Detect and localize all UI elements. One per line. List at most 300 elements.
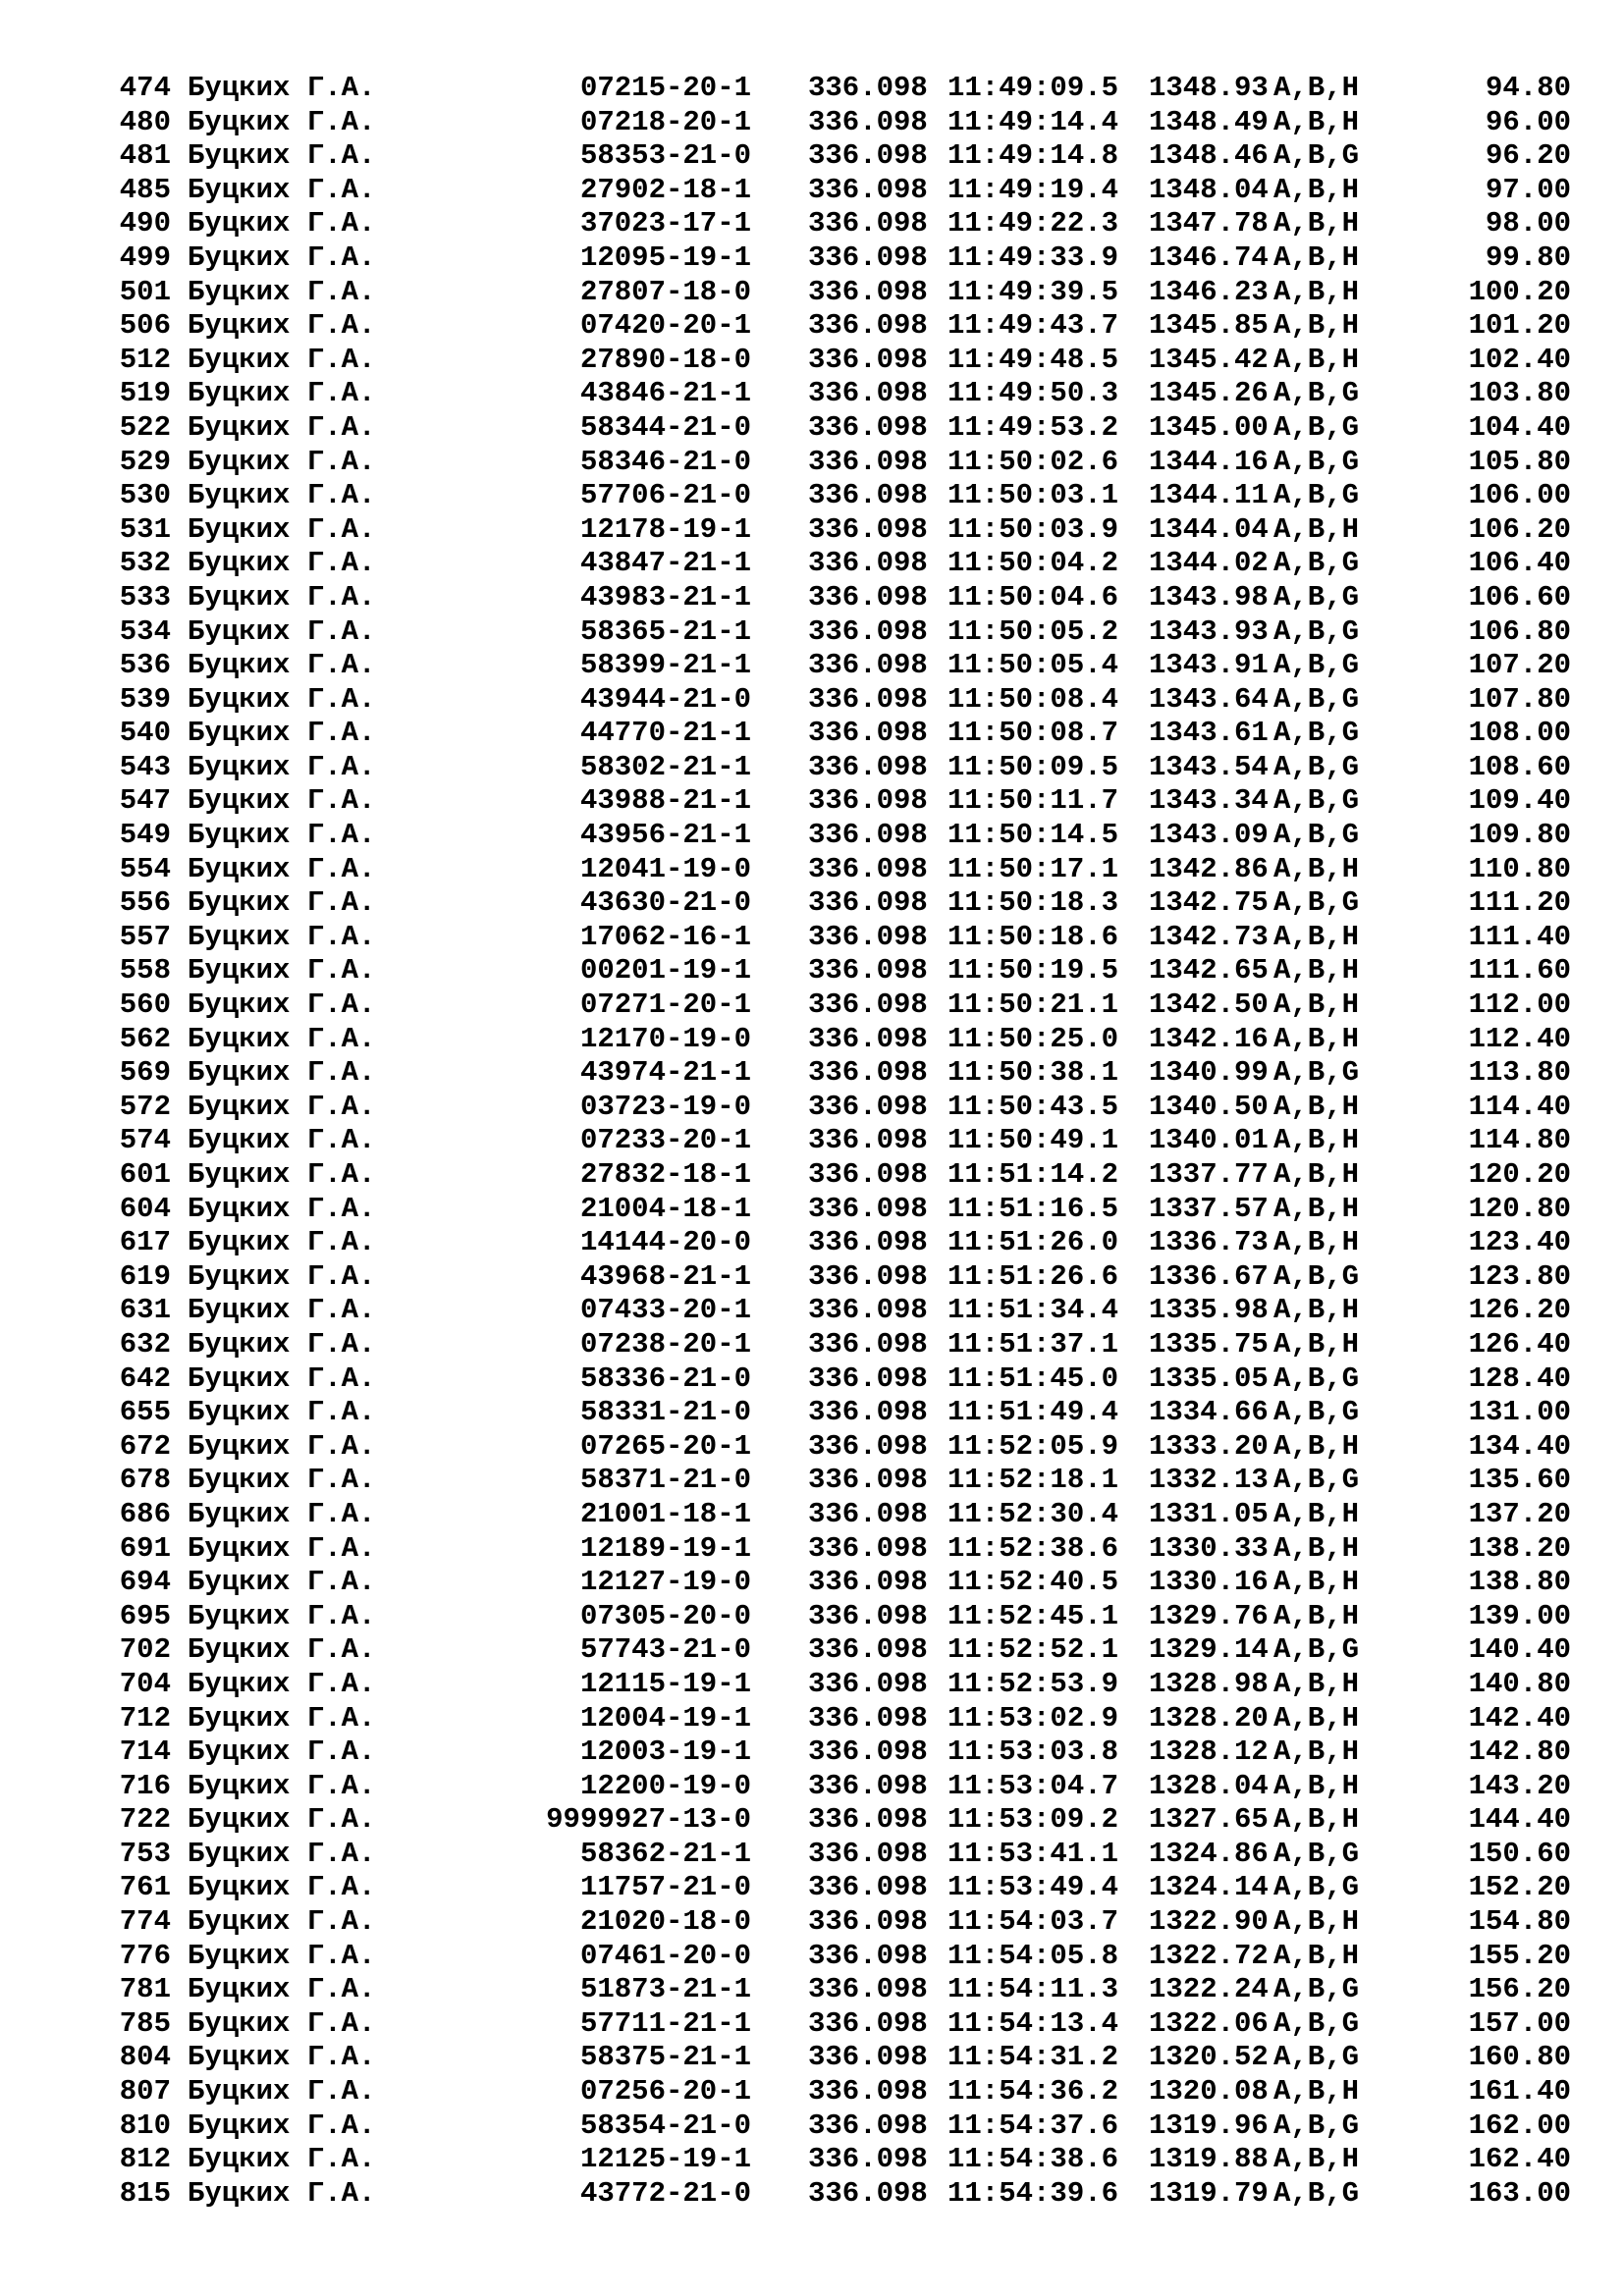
observer-name: Буцких Г.А. [188,1633,376,1667]
row-number: 522 [119,410,171,444]
time-value: 11:50:14.5 [947,819,1119,852]
row-number: 810 [119,2109,171,2142]
table-row [0,276,1624,310]
time-value: 11:50:25.0 [947,1022,1119,1055]
observer-name: Буцких Г.А. [188,410,376,444]
table-row [0,1056,1624,1091]
secondary-value: 96.00 [1485,105,1571,138]
secondary-value: 150.60 [1468,1837,1571,1870]
object-id: 21001-18-1 [579,1497,751,1530]
row-number: 655 [119,1396,171,1429]
secondary-value: 105.80 [1468,445,1571,478]
observer-name: Буцких Г.А. [188,2041,376,2074]
row-number: 554 [119,852,171,885]
observer-name: Буцких Г.А. [188,2075,376,2109]
time-value: 11:52:38.6 [947,1531,1119,1565]
table-row [0,1260,1624,1295]
time-value: 11:50:21.1 [947,988,1119,1022]
secondary-value: 126.40 [1468,1327,1571,1361]
observer-name: Буцких Г.А. [188,309,376,343]
observer-name: Буцких Г.А. [188,1531,376,1565]
measurement-value: 1319.96 [1149,2109,1269,2142]
flags: A,B,H [1273,954,1360,988]
observer-name: Буцких Г.А. [188,479,376,512]
time-value: 11:50:05.2 [947,614,1119,648]
flags: A,B,H [1273,72,1360,104]
day-value: 336.098 [808,819,928,852]
row-number: 531 [119,512,171,546]
observer-name: Буцких Г.А. [188,275,376,308]
observer-name: Буцких Г.А. [188,1566,376,1599]
day-value: 336.098 [808,1294,928,1327]
day-value: 336.098 [808,207,928,240]
secondary-value: 107.20 [1468,649,1571,682]
flags: A,B,G [1273,1362,1360,1395]
secondary-value: 109.40 [1468,784,1571,818]
day-value: 336.098 [808,1124,928,1157]
secondary-value: 154.80 [1468,1905,1571,1939]
row-number: 642 [119,1362,171,1395]
time-value: 11:51:16.5 [947,1192,1119,1225]
secondary-value: 106.20 [1468,512,1571,546]
measurement-value: 1336.67 [1149,1259,1269,1293]
secondary-value: 114.80 [1468,1124,1571,1157]
measurement-value: 1343.64 [1149,682,1269,716]
table-row [0,1702,1624,1736]
observer-name: Буцких Г.А. [188,1667,376,1700]
measurement-value: 1343.61 [1149,717,1269,750]
day-value: 336.098 [808,649,928,682]
secondary-value: 123.80 [1468,1259,1571,1293]
row-number: 716 [119,1769,171,1802]
day-value: 336.098 [808,445,928,478]
row-number: 534 [119,614,171,648]
measurement-value: 1333.20 [1149,1429,1269,1463]
table-row [0,1023,1624,1057]
row-number: 812 [119,2143,171,2176]
row-number: 617 [119,1226,171,1259]
table-row [0,174,1624,208]
observer-name: Буцких Г.А. [188,2176,376,2210]
day-value: 336.098 [808,1396,928,1429]
object-id: 43974-21-1 [579,1056,751,1090]
flags: A,B,G [1273,682,1360,716]
row-number: 678 [119,1464,171,1497]
day-value: 336.098 [808,2176,928,2210]
observer-name: Буцких Г.А. [188,1905,376,1939]
measurement-value: 1337.77 [1149,1158,1269,1191]
secondary-value: 108.60 [1468,750,1571,783]
measurement-value: 1344.02 [1149,547,1269,580]
table-row [0,1770,1624,1804]
object-id: 12178-19-1 [579,512,751,546]
object-id: 12189-19-1 [579,1531,751,1565]
row-number: 499 [119,240,171,274]
time-value: 11:51:37.1 [947,1327,1119,1361]
time-value: 11:52:45.1 [947,1599,1119,1632]
flags: A,B,H [1273,512,1360,546]
flags: A,B,H [1273,1566,1360,1599]
day-value: 336.098 [808,1735,928,1769]
row-number: 540 [119,717,171,750]
object-id: 58331-21-0 [579,1396,751,1429]
day-value: 336.098 [808,1905,928,1939]
table-row [0,751,1624,785]
secondary-value: 114.40 [1468,1090,1571,1123]
object-id: 07215-20-1 [579,72,751,104]
measurement-value: 1343.98 [1149,580,1269,614]
object-id: 43956-21-1 [579,819,751,852]
observer-name: Буцких Г.А. [188,1429,376,1463]
secondary-value: 161.40 [1468,2075,1571,2109]
row-number: 815 [119,2176,171,2210]
time-value: 11:50:09.5 [947,750,1119,783]
object-id: 07218-20-1 [579,105,751,138]
table-row [0,1362,1624,1397]
row-number: 722 [119,1803,171,1837]
flags: A,B,G [1273,784,1360,818]
measurement-value: 1320.52 [1149,2041,1269,2074]
table-row [0,1532,1624,1567]
secondary-value: 143.20 [1468,1769,1571,1802]
observer-name: Буцких Г.А. [188,1939,376,1972]
measurement-value: 1344.16 [1149,445,1269,478]
flags: A,B,G [1273,614,1360,648]
table-row [0,1735,1624,1770]
day-value: 336.098 [808,2143,928,2176]
object-id: 37023-17-1 [579,207,751,240]
table-row [0,1566,1624,1600]
observer-name: Буцких Г.А. [188,1735,376,1769]
object-id: 07256-20-1 [579,2075,751,2109]
time-value: 11:52:40.5 [947,1566,1119,1599]
row-number: 485 [119,173,171,206]
table-row [0,853,1624,887]
secondary-value: 134.40 [1468,1429,1571,1463]
measurement-value: 1343.54 [1149,750,1269,783]
observer-name: Буцких Г.А. [188,1294,376,1327]
object-id: 21004-18-1 [579,1192,751,1225]
secondary-value: 111.20 [1468,886,1571,920]
day-value: 336.098 [808,72,928,104]
secondary-value: 101.20 [1468,309,1571,343]
row-number: 632 [119,1327,171,1361]
flags: A,B,H [1273,1124,1360,1157]
flags: A,B,H [1273,1429,1360,1463]
table-row [0,547,1624,581]
flags: A,B,H [1273,1226,1360,1259]
flags: A,B,H [1273,1701,1360,1735]
flags: A,B,H [1273,1327,1360,1361]
observer-name: Буцких Г.А. [188,72,376,104]
day-value: 336.098 [808,750,928,783]
measurement-value: 1335.75 [1149,1327,1269,1361]
day-value: 336.098 [808,1837,928,1870]
row-number: 714 [119,1735,171,1769]
observer-name: Буцких Г.А. [188,377,376,410]
observer-name: Буцких Г.А. [188,1464,376,1497]
flags: A,B,G [1273,2176,1360,2210]
observer-name: Буцких Г.А. [188,580,376,614]
measurement-value: 1319.88 [1149,2143,1269,2176]
secondary-value: 106.40 [1468,547,1571,580]
time-value: 11:49:14.8 [947,139,1119,173]
time-value: 11:49:43.7 [947,309,1119,343]
observer-name: Буцких Г.А. [188,343,376,376]
table-row [0,1430,1624,1465]
observer-name: Буцких Г.А. [188,1871,376,1904]
time-value: 11:54:05.8 [947,1939,1119,1972]
time-value: 11:54:37.6 [947,2109,1119,2142]
observer-name: Буцких Г.А. [188,547,376,580]
table-row [0,1498,1624,1532]
row-number: 562 [119,1022,171,1055]
measurement-value: 1345.42 [1149,343,1269,376]
observer-name: Буцких Г.А. [188,750,376,783]
table-row [0,2109,1624,2144]
table-row [0,72,1624,106]
day-value: 336.098 [808,682,928,716]
secondary-value: 120.20 [1468,1158,1571,1191]
day-value: 336.098 [808,105,928,138]
day-value: 336.098 [808,1056,928,1090]
table-row [0,1871,1624,1905]
table-row [0,513,1624,548]
object-id: 43772-21-0 [579,2176,751,2210]
row-number: 672 [119,1429,171,1463]
table-row [0,2177,1624,2212]
object-id: 07305-20-0 [579,1599,751,1632]
object-id: 27890-18-0 [579,343,751,376]
row-number: 530 [119,479,171,512]
object-id: 57743-21-0 [579,1633,751,1667]
table-row [0,1226,1624,1260]
measurement-value: 1344.11 [1149,479,1269,512]
observer-name: Буцких Г.А. [188,1124,376,1157]
row-number: 686 [119,1497,171,1530]
flags: A,B,G [1273,377,1360,410]
measurement-value: 1348.49 [1149,105,1269,138]
observer-name: Буцких Г.А. [188,717,376,750]
secondary-value: 156.20 [1468,1973,1571,2006]
measurement-value: 1342.73 [1149,920,1269,953]
day-value: 336.098 [808,1192,928,1225]
time-value: 11:53:49.4 [947,1871,1119,1904]
object-id: 12200-19-0 [579,1769,751,1802]
measurement-value: 1342.75 [1149,886,1269,920]
secondary-value: 106.60 [1468,580,1571,614]
secondary-value: 162.00 [1468,2109,1571,2142]
flags: A,B,H [1273,1192,1360,1225]
flags: A,B,H [1273,105,1360,138]
time-value: 11:53:02.9 [947,1701,1119,1735]
table-row [0,1328,1624,1362]
object-id: 58354-21-0 [579,2109,751,2142]
observer-name: Буцких Г.А. [188,139,376,173]
object-id: 44770-21-1 [579,717,751,750]
time-value: 11:50:08.7 [947,717,1119,750]
observer-name: Буцких Г.А. [188,1090,376,1123]
observer-name: Буцких Г.А. [188,1701,376,1735]
observer-name: Буцких Г.А. [188,1769,376,1802]
observer-name: Буцких Г.А. [188,1362,376,1395]
flags: A,B,H [1273,2143,1360,2176]
secondary-value: 112.00 [1468,988,1571,1022]
object-id: 14144-20-0 [579,1226,751,1259]
time-value: 11:54:39.6 [947,2176,1119,2210]
measurement-value: 1322.90 [1149,1905,1269,1939]
flags: A,B,H [1273,343,1360,376]
day-value: 336.098 [808,1158,928,1191]
secondary-value: 144.40 [1468,1803,1571,1837]
measurement-value: 1322.24 [1149,1973,1269,2006]
observer-name: Буцких Г.А. [188,1192,376,1225]
measurement-value: 1330.16 [1149,1566,1269,1599]
secondary-value: 112.40 [1468,1022,1571,1055]
row-number: 785 [119,2006,171,2040]
secondary-value: 113.80 [1468,1056,1571,1090]
measurement-value: 1348.46 [1149,139,1269,173]
row-number: 558 [119,954,171,988]
day-value: 336.098 [808,1497,928,1530]
object-id: 12127-19-0 [579,1566,751,1599]
row-number: 506 [119,309,171,343]
time-value: 11:54:38.6 [947,2143,1119,2176]
object-id: 43630-21-0 [579,886,751,920]
time-value: 11:54:11.3 [947,1973,1119,2006]
row-number: 574 [119,1124,171,1157]
time-value: 11:54:31.2 [947,2041,1119,2074]
table-row [0,241,1624,276]
object-id: 07420-20-1 [579,309,751,343]
secondary-value: 123.40 [1468,1226,1571,1259]
observer-name: Буцких Г.А. [188,1158,376,1191]
object-id: 58353-21-0 [579,139,751,173]
table-row [0,954,1624,988]
row-number: 569 [119,1056,171,1090]
measurement-value: 1327.65 [1149,1803,1269,1837]
object-id: 12115-19-1 [579,1667,751,1700]
flags: A,B,H [1273,1599,1360,1632]
measurement-value: 1340.99 [1149,1056,1269,1090]
row-number: 533 [119,580,171,614]
object-id: 58302-21-1 [579,750,751,783]
flags: A,B,G [1273,649,1360,682]
flags: A,B,H [1273,1769,1360,1802]
object-id: 07271-20-1 [579,988,751,1022]
row-number: 694 [119,1566,171,1599]
day-value: 336.098 [808,1464,928,1497]
flags: A,B,H [1273,2075,1360,2109]
object-id: 07433-20-1 [579,1294,751,1327]
table-row [0,1091,1624,1125]
flags: A,B,H [1273,988,1360,1022]
time-value: 11:49:22.3 [947,207,1119,240]
table-row [0,921,1624,955]
table-row [0,1803,1624,1838]
secondary-value: 157.00 [1468,2006,1571,2040]
time-value: 11:53:09.2 [947,1803,1119,1837]
row-number: 480 [119,105,171,138]
flags: A,B,G [1273,1871,1360,1904]
measurement-value: 1332.13 [1149,1464,1269,1497]
row-number: 572 [119,1090,171,1123]
flags: A,B,H [1273,1497,1360,1530]
day-value: 336.098 [808,852,928,885]
time-value: 11:52:53.9 [947,1667,1119,1700]
observer-name: Буцких Г.А. [188,1056,376,1090]
row-number: 543 [119,750,171,783]
secondary-value: 163.00 [1468,2176,1571,2210]
object-id: 58371-21-0 [579,1464,751,1497]
time-value: 11:54:36.2 [947,2075,1119,2109]
measurement-value: 1342.16 [1149,1022,1269,1055]
measurement-value: 1347.78 [1149,207,1269,240]
measurement-value: 1328.20 [1149,1701,1269,1735]
table-row [0,1633,1624,1668]
flags: A,B,G [1273,886,1360,920]
flags: A,B,H [1273,173,1360,206]
object-id: 58336-21-0 [579,1362,751,1395]
flags: A,B,H [1273,1531,1360,1565]
measurement-value: 1322.72 [1149,1939,1269,1972]
flags: A,B,G [1273,139,1360,173]
day-value: 336.098 [808,1327,928,1361]
measurement-value: 1346.74 [1149,240,1269,274]
observer-name: Буцких Г.А. [188,886,376,920]
flags: A,B,G [1273,1396,1360,1429]
flags: A,B,G [1273,547,1360,580]
secondary-value: 131.00 [1468,1396,1571,1429]
time-value: 11:51:26.0 [947,1226,1119,1259]
day-value: 336.098 [808,2041,928,2074]
secondary-value: 109.80 [1468,819,1571,852]
secondary-value: 110.80 [1468,852,1571,885]
measurement-value: 1343.34 [1149,784,1269,818]
measurement-value: 1345.26 [1149,377,1269,410]
day-value: 336.098 [808,2006,928,2040]
day-value: 336.098 [808,377,928,410]
time-value: 11:50:17.1 [947,852,1119,885]
day-value: 336.098 [808,1362,928,1395]
row-number: 529 [119,445,171,478]
day-value: 336.098 [808,1226,928,1259]
object-id: 43988-21-1 [579,784,751,818]
measurement-value: 1331.05 [1149,1497,1269,1530]
table-row [0,1193,1624,1227]
object-id: 43846-21-1 [579,377,751,410]
row-number: 807 [119,2075,171,2109]
object-id: 43847-21-1 [579,547,751,580]
measurement-value: 1342.86 [1149,852,1269,885]
time-value: 11:50:49.1 [947,1124,1119,1157]
flags: A,B,G [1273,1464,1360,1497]
time-value: 11:50:43.5 [947,1090,1119,1123]
measurement-value: 1337.57 [1149,1192,1269,1225]
time-value: 11:54:13.4 [947,2006,1119,2040]
row-number: 557 [119,920,171,953]
time-value: 11:51:49.4 [947,1396,1119,1429]
table-row [0,1905,1624,1940]
measurement-value: 1335.05 [1149,1362,1269,1395]
object-id: 03723-19-0 [579,1090,751,1123]
measurement-value: 1342.65 [1149,954,1269,988]
table-row [0,581,1624,615]
day-value: 336.098 [808,1022,928,1055]
time-value: 11:49:09.5 [947,72,1119,104]
flags: A,B,G [1273,2006,1360,2040]
day-value: 336.098 [808,1871,928,1904]
